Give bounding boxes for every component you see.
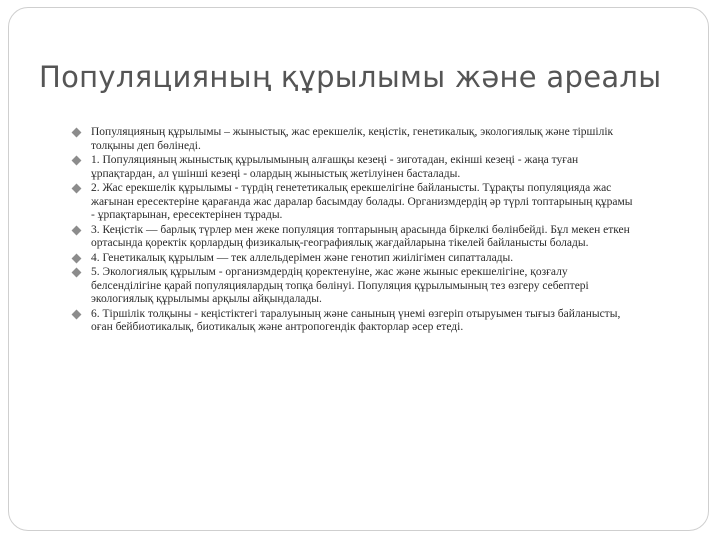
bullet-diamond-icon [72,225,82,235]
bullet-diamond-icon [72,128,82,138]
bullet-text: 5. Экологиялық құрылым - организмдердің қоректенуіне, жас және жыныс ерекшелігіне, қозғалу белсенділігіне қарай популяциялардың топқа бөлінуі. Популяция құрылымының тез өзгеру себептері экологиялық құрылымы арқылы айқындалады. [91,266,589,305]
slide-frame [8,7,709,531]
bullet-item [71,182,639,223]
bullet-diamond-icon [72,184,82,194]
bullet-diamond-icon [72,253,82,263]
bullet-item [71,252,639,266]
bullet-text: 3. Кеңістік — барлық түрлер мен жеке популяция топтарының арасында біркелкі бөлінбейді. Бұл мекен еткен ортасында қоректік қорлардың физикалық-географиялық жағдайларына тікелей байланысты болады. [91,223,630,249]
slide-title: Популяцияның құрылымы және ареалы [39,60,662,94]
bullet-text: Популяцияның құрылымы – жыныстық, жас ерекшелік, кеңістік, генетикалық, экологиялық және тіршілік толқыны деп бөлінеді. [91,126,614,152]
bullet-list [71,126,639,336]
bullet-diamond-icon [72,309,82,319]
bullet-text: 2. Жас ерекшелік құрылымы - түрдің генететикалық ерекшелігіне байланысты. Тұрақты популяцияда жас жағынан ересектеріне қарағанда жас даралар басымдау болады. Организмдердің әр түрлі топтарының құрамы - ұрпақтарынан, ересектерінен тұрады. [91,182,633,221]
bullet-text: 1. Популяцияның жыныстық құрылымының алғашқы кезеңі - зиготадан, екінші кезеңі - жаңа туған ұрпақтардан, ал үшінші кезеңі - олардың жыныстық жетілуінен басталады. [91,154,579,180]
bullet-diamond-icon [72,156,82,166]
bullet-item [71,126,639,153]
bullet-text: 6. Тіршілік толқыны - кеңістіктегі таралуының және санының үнемі өзгеріп отыруымен тығыз байланысты, оған бейбиотикалық, биотикалық және антропогендік факторлар әсер етеді. [91,307,621,333]
bullet-item [71,154,639,181]
bullet-item [71,266,639,307]
bullet-item [71,224,639,251]
bullet-diamond-icon [72,268,82,278]
bullet-item [71,308,639,335]
bullet-text: 4. Генетикалық құрылым — тек аллельдерімен және генотип жиілігімен сипатталады. [91,251,514,264]
